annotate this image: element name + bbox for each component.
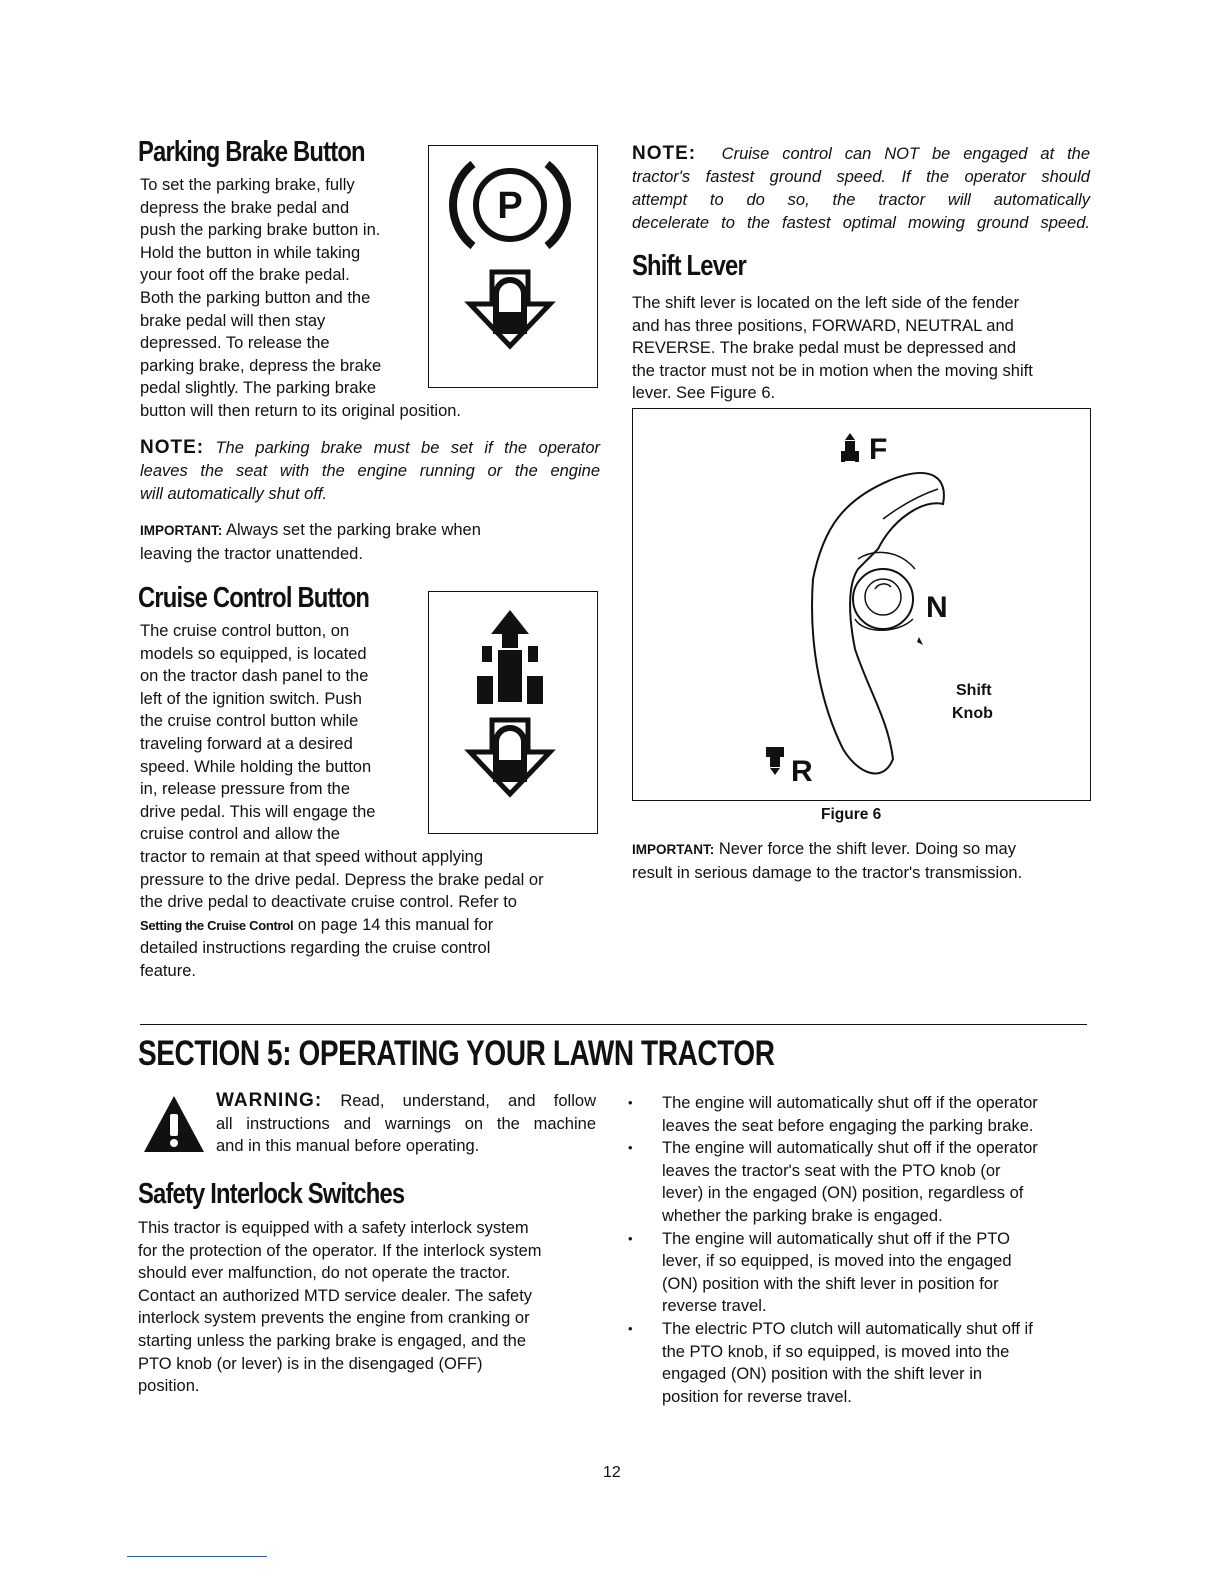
- text-line: models so equipped, is located: [140, 644, 367, 663]
- shift-knob-label-1: Shift: [956, 682, 992, 699]
- text-line: starting unless the parking brake is engaged, and the: [138, 1331, 527, 1350]
- warning-icon: [142, 1094, 206, 1154]
- note-cruise: NOTE: Cruise control can NOT be engaged at the tractor's fastest ground speed. If the operator should attempt to do so, the tractor will automatically decelerate to the fastest optimal mowing ground speed.: [632, 143, 1091, 232]
- bottom-rule: [127, 1556, 267, 1557]
- reverse-label: R: [791, 755, 813, 788]
- shift-lever-diagram: [633, 409, 1090, 800]
- text-line: Both the parking button and the: [140, 288, 371, 307]
- text-line: traveling forward at a desired: [140, 734, 353, 753]
- text-line: left of the ignition switch. Push: [140, 689, 362, 708]
- text-line: • The electric PTO clutch will automatically shut off if: [662, 1319, 1033, 1338]
- section-divider: [140, 1024, 1087, 1025]
- text-line: REVERSE. The brake pedal must be depressed and: [632, 339, 1017, 358]
- parking-brake-icon: [429, 146, 597, 387]
- safety-interlock-text: [138, 1217, 542, 1398]
- text-line: Contact an authorized MTD service dealer. The safety: [138, 1286, 533, 1305]
- text-line: lever) in the engaged (ON) position, regardless of: [662, 1184, 1024, 1203]
- important-shift: IMPORTANT: Never force the shift lever. Doing so may result in serious damage to the tractor's transmission.: [632, 840, 1023, 882]
- important-parking: IMPORTANT: Always set the parking brake when leaving the tractor unattended.: [140, 521, 481, 563]
- text-line: The cruise control button, on: [140, 622, 350, 640]
- parking-p-letter: P: [497, 185, 523, 227]
- forward-tractor-glyph: [841, 433, 859, 462]
- cruise-control-icon-box: [428, 591, 598, 834]
- text-line: the drive pedal to deactivate cruise control. Refer to: [140, 893, 517, 912]
- page-number: 12: [603, 1464, 621, 1481]
- text-line: leaves the tractor's seat with the PTO knob (or: [662, 1161, 1001, 1180]
- parking-brake-icon-box: [428, 145, 598, 388]
- text-line: position.: [138, 1377, 200, 1396]
- note-parking: NOTE: The parking brake must be set if the operator leaves the seat with the engine running or the engine will automatically shut off.: [140, 437, 600, 503]
- text-line: should ever malfunction, do not operate the tractor.: [138, 1264, 511, 1283]
- text-line: To set the parking brake, fully: [140, 176, 355, 194]
- list-item: [628, 1092, 1088, 1137]
- text-line: pressure to the drive pedal. Depress the brake pedal or: [140, 870, 544, 889]
- shift-lever-text: [632, 292, 1033, 405]
- text-line: cruise control and allow the: [140, 825, 340, 844]
- text-line: Hold the button in while taking: [140, 243, 361, 262]
- text-line: depressed. To release the: [140, 334, 330, 353]
- text-line: interlock system prevents the engine from cranking or: [138, 1309, 530, 1328]
- section-5-title: SECTION 5: OPERATING YOUR LAWN TRACTOR: [138, 1034, 775, 1073]
- text-line: engaged (ON) position with the shift lever in: [662, 1365, 983, 1384]
- text-line: This tractor is equipped with a safety interlock system: [138, 1219, 529, 1237]
- text-line: your foot off the brake pedal.: [140, 266, 350, 285]
- forward-label: F: [869, 433, 888, 466]
- text-line: detailed instructions regarding the cruise control: [140, 939, 491, 958]
- text-line: in, release pressure from the: [140, 780, 351, 799]
- list-item: [628, 1137, 1088, 1227]
- text-line: leaves the seat before engaging the parking brake.: [662, 1116, 1034, 1135]
- text-line: drive pedal. This will engage the: [140, 802, 376, 821]
- text-line: The shift lever is located on the left side of the fender: [632, 294, 1020, 312]
- text-line: feature.: [140, 961, 196, 980]
- text-line: brake pedal will then stay: [140, 311, 326, 330]
- shift-lever-heading: Shift Lever: [632, 250, 746, 282]
- text-line: • The engine will automatically shut off if the PTO: [662, 1229, 1010, 1248]
- neutral-label: N: [926, 591, 948, 624]
- figure-6-caption: Figure 6: [821, 806, 882, 823]
- shift-knob-label-2: Knob: [952, 705, 993, 722]
- text-line: parking brake, depress the brake: [140, 356, 382, 375]
- list-item: [628, 1318, 1088, 1408]
- parking-brake-text: [140, 174, 461, 423]
- text-line: whether the parking brake is engaged.: [662, 1206, 943, 1225]
- cruise-control-heading: Cruise Control Button: [138, 582, 370, 614]
- text-line: (ON) position with the shift lever in position for: [662, 1274, 999, 1293]
- warning-text: WARNING: Read, understand, and follow all instructions and warnings on the machine and in this manual before operating.: [216, 1090, 596, 1156]
- text-line: depress the brake pedal and: [140, 198, 350, 217]
- text-line: reverse travel.: [662, 1297, 767, 1316]
- cruise-control-icon: [429, 592, 597, 833]
- text-line: for the protection of the operator. If the interlock system: [138, 1241, 542, 1260]
- text-line: • The engine will automatically shut off if the operator: [662, 1094, 1038, 1112]
- parking-brake-heading: Parking Brake Button: [138, 136, 365, 168]
- text-line: lever, if so equipped, is moved into the engaged: [662, 1252, 1012, 1271]
- text-line: speed. While holding the button: [140, 757, 372, 776]
- figure-6: [632, 408, 1091, 801]
- cruise-ref-link: Setting the Cruise Control: [140, 917, 294, 933]
- text-line: • The engine will automatically shut off if the operator: [662, 1139, 1038, 1158]
- text-line: the tractor must not be in motion when the moving shift: [632, 361, 1033, 380]
- text-line: lever. See Figure 6.: [632, 384, 776, 403]
- text-line: on the tractor dash panel to the: [140, 667, 369, 686]
- reverse-tractor-glyph: [766, 747, 784, 775]
- text-line: tractor to remain at that speed without applying: [140, 847, 484, 866]
- cruise-control-text: The cruise control button, on models so equipped, is located on the tractor dash panel to the left of the ignition switch. Push the cruise control button while traveling forward at a desired speed. While holding the button in, release pressure from the drive pedal. This will engage the cruise control and allow the tractor to remain at that speed without applying pressure to the drive pedal. Depress the brake pedal or the drive pedal to deactivate cruise control. Refer to Setting the Cruise Control on page 14 this manual for detailed instructions regarding the cruise control feature.: [140, 620, 544, 983]
- text-line: PTO knob (or lever) is in the disengaged (OFF): [138, 1354, 483, 1373]
- text-line: the PTO knob, if so equipped, is moved into the: [662, 1342, 1010, 1361]
- text-line: the cruise control button while: [140, 712, 359, 731]
- list-item: [628, 1228, 1088, 1318]
- text-line: pedal slightly. The parking brake: [140, 379, 377, 398]
- text-line: and has three positions, FORWARD, NEUTRAL and: [632, 316, 1014, 335]
- text-line: push the parking brake button in.: [140, 221, 381, 240]
- safety-interlock-heading: Safety Interlock Switches: [138, 1178, 405, 1210]
- text-line: position for reverse travel.: [662, 1387, 852, 1406]
- text-line: button will then return to its original position.: [140, 401, 462, 420]
- interlock-bullet-list: [628, 1092, 1088, 1408]
